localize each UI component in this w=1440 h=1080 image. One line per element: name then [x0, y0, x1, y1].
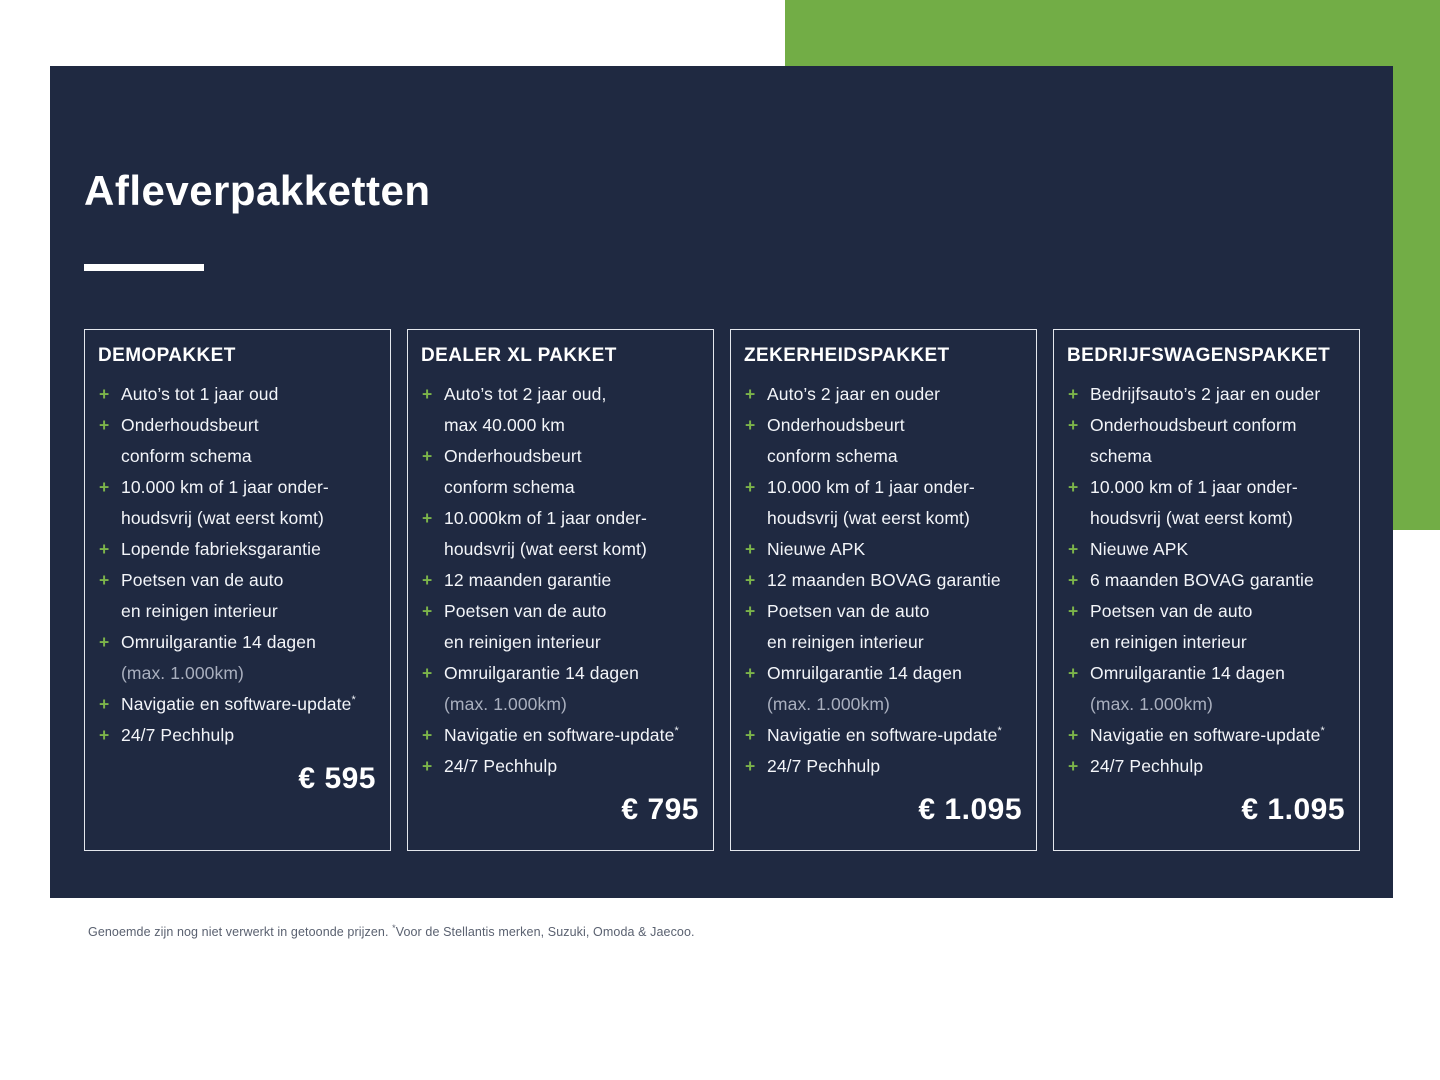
plus-icon: +	[422, 570, 433, 590]
feature-text: Poetsen van de auto	[767, 601, 930, 621]
feature-line	[744, 565, 1022, 596]
plus-icon: +	[745, 477, 756, 497]
feature-text: Omruilgarantie 14 dagen	[767, 663, 962, 683]
package-card	[407, 329, 714, 851]
feature-line	[421, 503, 699, 534]
feature-text: Auto’s tot 1 jaar oud	[121, 384, 279, 404]
feature-line	[1067, 565, 1345, 596]
feature-line	[98, 565, 376, 596]
feature-text: Nieuwe APK	[1090, 539, 1189, 559]
feature-text: Lopende fabrieksgarantie	[121, 539, 321, 559]
feature-text: Navigatie en software-update	[1090, 725, 1321, 745]
feature-line	[744, 379, 1022, 410]
plus-icon: +	[745, 570, 756, 590]
feature-line	[1067, 472, 1345, 503]
feature-text: Poetsen van de auto	[444, 601, 607, 621]
feature-line	[744, 596, 1022, 627]
feature-text: 24/7 Pechhulp	[121, 725, 235, 745]
feature-line	[744, 410, 1022, 441]
feature-line	[98, 627, 376, 658]
plus-icon: +	[422, 756, 433, 776]
feature-line-continuation	[1067, 627, 1345, 658]
plus-icon: +	[1068, 601, 1079, 621]
feature-line-continuation	[98, 658, 376, 689]
plus-icon: +	[99, 694, 110, 714]
feature-line	[744, 720, 1022, 751]
feature-text: 10.000 km of 1 jaar onder-	[767, 477, 975, 497]
feature-text: houdsvrij (wat eerst komt)	[1090, 508, 1293, 528]
feature-line	[744, 751, 1022, 782]
plus-icon: +	[1068, 756, 1079, 776]
plus-icon: +	[99, 570, 110, 590]
feature-line-continuation	[744, 503, 1022, 534]
package-price: € 1.095	[1241, 793, 1345, 826]
plus-icon: +	[422, 446, 433, 466]
feature-text: Omruilgarantie 14 dagen	[444, 663, 639, 683]
feature-line	[1067, 379, 1345, 410]
feature-line-continuation	[421, 472, 699, 503]
feature-text: schema	[1090, 446, 1152, 466]
feature-line	[744, 472, 1022, 503]
plus-icon: +	[745, 539, 756, 559]
feature-text: Omruilgarantie 14 dagen	[1090, 663, 1285, 683]
feature-text: houdsvrij (wat eerst komt)	[121, 508, 324, 528]
feature-line-continuation	[98, 441, 376, 472]
title-underline-accent	[84, 264, 204, 271]
feature-text: Auto’s 2 jaar en ouder	[767, 384, 941, 404]
feature-text: Poetsen van de auto	[1090, 601, 1253, 621]
plus-icon: +	[1068, 477, 1079, 497]
feature-text: en reinigen interieur	[767, 632, 924, 652]
feature-text: (max. 1.000km)	[121, 663, 244, 683]
feature-text: 10.000km of 1 jaar onder-	[444, 508, 647, 528]
feature-text: Navigatie en software-update	[121, 694, 352, 714]
feature-text: Onderhoudsbeurt	[121, 415, 259, 435]
plus-icon: +	[99, 632, 110, 652]
feature-line	[744, 534, 1022, 565]
feature-text: conform schema	[121, 446, 252, 466]
feature-line	[98, 410, 376, 441]
feature-line-continuation	[1067, 441, 1345, 472]
plus-icon: +	[422, 384, 433, 404]
packages-panel	[50, 66, 1393, 898]
plus-icon: +	[422, 508, 433, 528]
plus-icon: +	[422, 725, 433, 745]
feature-text: 24/7 Pechhulp	[767, 756, 881, 776]
feature-text: Onderhoudsbeurt	[444, 446, 582, 466]
feature-text: en reinigen interieur	[1090, 632, 1247, 652]
feature-line	[421, 658, 699, 689]
plus-icon: +	[99, 539, 110, 559]
package-title: DEALER XL PAKKET	[421, 345, 617, 366]
feature-line-continuation	[744, 441, 1022, 472]
feature-text: en reinigen interieur	[444, 632, 601, 652]
feature-line-continuation	[1067, 689, 1345, 720]
feature-line-continuation	[421, 627, 699, 658]
plus-icon: +	[99, 477, 110, 497]
feature-text: houdsvrij (wat eerst komt)	[444, 539, 647, 559]
feature-text: 24/7 Pechhulp	[1090, 756, 1204, 776]
feature-line	[421, 441, 699, 472]
feature-text: 24/7 Pechhulp	[444, 756, 558, 776]
feature-text: Navigatie en software-update	[444, 725, 675, 745]
feature-line-continuation	[744, 689, 1022, 720]
plus-icon: +	[1068, 539, 1079, 559]
feature-list	[421, 379, 699, 782]
feature-list	[1067, 379, 1345, 782]
feature-text: Bedrijfsauto’s 2 jaar en ouder	[1090, 384, 1321, 404]
feature-line	[421, 751, 699, 782]
feature-list	[98, 379, 376, 751]
feature-text: conform schema	[767, 446, 898, 466]
plus-icon: +	[745, 725, 756, 745]
plus-icon: +	[1068, 384, 1079, 404]
plus-icon: +	[1068, 415, 1079, 435]
asterisk-superscript: *	[351, 694, 356, 707]
feature-line	[1067, 751, 1345, 782]
package-cards	[84, 329, 1360, 851]
feature-line	[98, 689, 376, 720]
feature-line	[1067, 534, 1345, 565]
footnote-text: Genoemde zijn nog niet verwerkt in getoonde prijzen.	[88, 925, 393, 939]
feature-line	[421, 596, 699, 627]
feature-line	[744, 658, 1022, 689]
feature-line	[98, 379, 376, 410]
feature-line	[1067, 410, 1345, 441]
feature-line	[1067, 658, 1345, 689]
plus-icon: +	[1068, 663, 1079, 683]
feature-text: 10.000 km of 1 jaar onder-	[1090, 477, 1298, 497]
feature-text: 12 maanden BOVAG garantie	[767, 570, 1001, 590]
feature-text: Omruilgarantie 14 dagen	[121, 632, 316, 652]
plus-icon: +	[745, 601, 756, 621]
plus-icon: +	[745, 663, 756, 683]
asterisk-superscript: *	[674, 725, 679, 738]
package-card	[1053, 329, 1360, 851]
feature-line-continuation	[421, 410, 699, 441]
plus-icon: +	[99, 384, 110, 404]
feature-text: houdsvrij (wat eerst komt)	[767, 508, 970, 528]
package-price: € 595	[298, 762, 376, 795]
package-title: BEDRIJFSWAGENSPAKKET	[1067, 345, 1331, 366]
feature-line	[1067, 596, 1345, 627]
feature-line	[98, 534, 376, 565]
footnote-asterisk: *	[392, 922, 396, 933]
footnote-text-continued: Voor de Stellantis merken, Suzuki, Omoda & Jaecoo.	[395, 925, 695, 939]
plus-icon: +	[1068, 570, 1079, 590]
page-title: Afleverpakketten	[84, 167, 431, 214]
plus-icon: +	[1068, 725, 1079, 745]
feature-text: Nieuwe APK	[767, 539, 866, 559]
package-card	[84, 329, 391, 851]
feature-text: Auto’s tot 2 jaar oud,	[444, 384, 607, 404]
package-title: ZEKERHEIDSPAKKET	[744, 345, 950, 366]
feature-text: 10.000 km of 1 jaar onder-	[121, 477, 329, 497]
asterisk-superscript: *	[1320, 725, 1325, 738]
package-card	[730, 329, 1037, 851]
plus-icon: +	[422, 663, 433, 683]
feature-text: 6 maanden BOVAG garantie	[1090, 570, 1314, 590]
feature-line-continuation	[98, 503, 376, 534]
feature-text: (max. 1.000km)	[1090, 694, 1213, 714]
plus-icon: +	[745, 756, 756, 776]
footnote	[88, 922, 695, 939]
plus-icon: +	[422, 601, 433, 621]
plus-icon: +	[745, 384, 756, 404]
feature-line	[98, 720, 376, 751]
plus-icon: +	[99, 415, 110, 435]
feature-text: Onderhoudsbeurt conform	[1090, 415, 1297, 435]
feature-line-continuation	[1067, 503, 1345, 534]
feature-text: 12 maanden garantie	[444, 570, 612, 590]
feature-line	[421, 379, 699, 410]
feature-line	[1067, 720, 1345, 751]
feature-text: (max. 1.000km)	[444, 694, 567, 714]
asterisk-superscript: *	[997, 725, 1002, 738]
package-price: € 795	[621, 793, 699, 826]
plus-icon: +	[99, 725, 110, 745]
plus-icon: +	[745, 415, 756, 435]
feature-text: en reinigen interieur	[121, 601, 278, 621]
feature-text: max 40.000 km	[444, 415, 565, 435]
feature-line-continuation	[744, 627, 1022, 658]
feature-line	[421, 720, 699, 751]
feature-line-continuation	[421, 534, 699, 565]
feature-line-continuation	[98, 596, 376, 627]
feature-text: (max. 1.000km)	[767, 694, 890, 714]
feature-text: Poetsen van de auto	[121, 570, 284, 590]
package-title: DEMOPAKKET	[98, 345, 236, 366]
package-price: € 1.095	[918, 793, 1022, 826]
feature-line	[98, 472, 376, 503]
feature-text: Onderhoudsbeurt	[767, 415, 905, 435]
feature-text: Navigatie en software-update	[767, 725, 998, 745]
feature-list	[744, 379, 1022, 782]
feature-line-continuation	[421, 689, 699, 720]
feature-line	[421, 565, 699, 596]
feature-text: conform schema	[444, 477, 575, 497]
